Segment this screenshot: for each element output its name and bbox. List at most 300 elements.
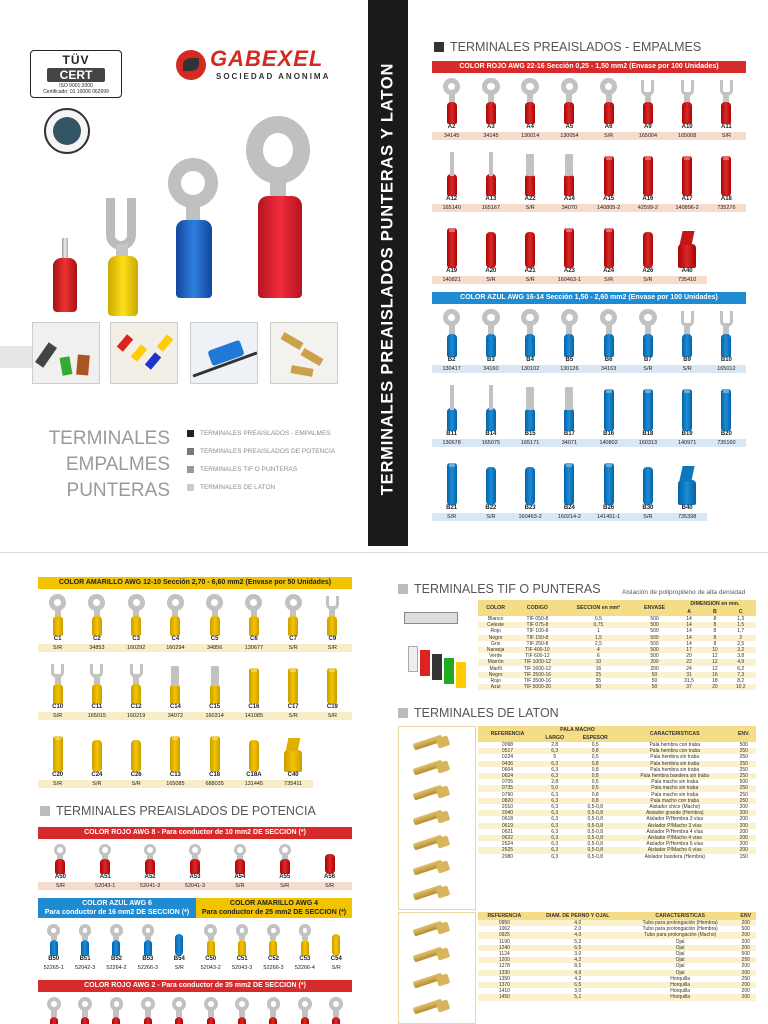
terminal-icon (199, 922, 223, 956)
table-cell: 0,5-0,8 (587, 841, 604, 848)
product-cell (628, 74, 667, 146)
terminal-icon (515, 381, 545, 431)
potencia-yellow-line2: Para conductor de 25 mm2 DE SECCION (*) (201, 909, 347, 916)
product-cell (511, 74, 550, 146)
product-reference: 165085 (166, 781, 185, 787)
table-cell: 5 (553, 754, 557, 761)
laton-table-2 (478, 912, 756, 1001)
table-cell: 20 (704, 684, 725, 690)
product-cell (132, 920, 163, 978)
laton-images-1 (398, 726, 476, 910)
product-cell (69, 920, 100, 978)
table-cell: 500 (741, 926, 750, 933)
product-code: A53 (189, 874, 201, 880)
table-cell: Ojal (625, 957, 736, 963)
terminal-icon (476, 148, 506, 196)
legend-item (187, 430, 331, 437)
table-header: CODIGO (513, 600, 561, 616)
table-cell: 250 (739, 791, 748, 798)
table-cell: 8 (704, 635, 725, 641)
product-code: C50 (205, 956, 217, 962)
product-code: B5 (565, 357, 574, 363)
terminal-icon (293, 922, 317, 956)
table-cell: Aislador P/Macho 3 vías (618, 823, 732, 829)
potencia-blue-line1: COLOR AZUL AWG 6 (82, 900, 152, 907)
table-cell: 12 (704, 659, 725, 665)
product-reference: 160463-1 (557, 277, 581, 283)
product-reference: 52042-3 (74, 965, 96, 971)
laton-title: TERMINALES DE LATON (414, 706, 559, 720)
product-reference: 165075 (481, 440, 501, 446)
table-cell: 8 (713, 616, 717, 622)
table-cell: Pala hembra sin traba (650, 754, 700, 761)
table-cell: Pala hembra bandera sin traba (618, 773, 732, 779)
table-header: REFERENCIA (478, 726, 537, 742)
table-header: REFERENCIA (478, 912, 531, 920)
product-cell (471, 218, 510, 290)
table-cell: 3,0 (574, 951, 582, 958)
table-cell: 6,5 (531, 945, 625, 951)
product-code: C18A (246, 772, 262, 778)
table-cell: 1200 (478, 957, 531, 963)
brass-terminal-icon (413, 733, 453, 750)
product-reference: 735276 (717, 205, 736, 211)
table-cell: 200 (739, 828, 748, 835)
terminal-icon (554, 76, 584, 124)
table-cell: Aislador grande (Hembra) (618, 810, 732, 816)
table-cell: Marrón (478, 659, 513, 665)
product-reference: 165015 (87, 713, 107, 719)
table-cell: 0820 (478, 798, 537, 804)
terminal-icon (672, 148, 702, 196)
table-cell: Verde (489, 653, 503, 660)
table-cell: 250 (732, 748, 756, 754)
terminal-icon (633, 381, 663, 431)
tuv-seal-icon (44, 108, 90, 154)
product-reference: S/R (55, 883, 65, 889)
table-cell: 2625 (478, 847, 537, 853)
product-cell (432, 379, 471, 453)
product-cell (628, 379, 667, 453)
table-cell: 200 (741, 988, 750, 995)
table-cell: 4,0 (531, 920, 625, 926)
product-reference: 160219 (126, 713, 146, 719)
table-cell: Rojo (490, 628, 501, 635)
table-cell: 5,2 (574, 938, 582, 945)
table-header: ENV. (732, 726, 756, 742)
product-cell (432, 146, 471, 218)
product-code: C19 (326, 704, 338, 710)
product-cell (195, 993, 226, 1024)
product-reference: S/R (53, 713, 63, 719)
table-cell: 6,5 (531, 982, 625, 988)
table-cell: 24 (686, 665, 692, 672)
product-cell (313, 590, 352, 658)
terminal-icon (73, 922, 97, 956)
product-cell (38, 920, 69, 978)
brass-terminal-icon (413, 945, 453, 963)
product-cell (69, 993, 100, 1024)
table-cell: 500 (635, 622, 674, 628)
table-cell: 6,3 (551, 791, 559, 798)
table-cell: Horquilla (625, 982, 736, 988)
table-cell: Ojal (625, 945, 736, 951)
product-reference: S/R (331, 965, 341, 971)
table-cell: 0624 (478, 773, 537, 779)
table-cell: Aislador P/Macho 6 vías (618, 847, 732, 853)
table-cell: 250 (732, 798, 756, 804)
terminal-icon (82, 728, 112, 772)
table-cell: 3,8 (737, 653, 745, 660)
table-cell: 1,7 (737, 628, 745, 635)
table-cell: Ojal (625, 970, 736, 976)
product-reference: S/R (53, 645, 63, 651)
table-cell: 0098 (501, 742, 514, 748)
brass-terminal-icon (413, 833, 453, 850)
product-cell (550, 379, 589, 453)
tuv-cert-number: Certificado: 01 10006 062699 (43, 89, 109, 95)
terminal-icon (476, 307, 506, 357)
table-cell: 0950 (478, 920, 531, 926)
product-cell (117, 658, 156, 726)
terminal-icon (476, 220, 506, 268)
product-cell (471, 453, 510, 527)
product-reference: S/R (280, 883, 290, 889)
terminal-icon (278, 592, 308, 636)
product-reference: 34145 (443, 133, 460, 139)
table-cell: 14 (674, 622, 704, 628)
table-cell: 2,8 (551, 742, 559, 748)
product-code: A17 (681, 196, 693, 202)
product-code: C1 (53, 636, 62, 642)
table-cell: 31 (674, 672, 704, 678)
table-cell: 4,9 (725, 659, 756, 665)
brass-terminal-icon (413, 997, 453, 1015)
product-cell (156, 658, 195, 726)
table-cell: 0,8 (573, 798, 618, 804)
product-reference: 160214-2 (557, 514, 581, 520)
product-cell (668, 146, 707, 218)
product-code: A19 (446, 268, 458, 274)
product-cell (511, 453, 550, 527)
product-code: A3 (487, 124, 495, 130)
table-cell: 2,8 (551, 779, 559, 786)
product-cell (471, 379, 510, 453)
empalmes-title: TERMINALES PREAISLADOS - EMPALMES (450, 40, 702, 54)
terminal-icon (711, 76, 741, 124)
table-cell: 2,5 (737, 640, 745, 647)
terminal-icon (200, 660, 230, 704)
product-code: A23 (563, 268, 575, 274)
table-cell: TIF 150-8 (513, 635, 561, 641)
product-cell (195, 590, 234, 658)
terminal-icon (43, 728, 73, 772)
table-cell: 6,3 (537, 847, 573, 853)
potencia-yellow-bar (196, 898, 352, 918)
terminal-icon (239, 660, 269, 704)
potencia-red-bar: COLOR ROJO AWG 8 - Para conductor de 10 mm2 DE SECCION (*) (38, 827, 352, 839)
product-reference: 52043-1 (95, 883, 116, 889)
product-cell (589, 74, 628, 146)
product-reference: S/R (604, 277, 614, 283)
table-cell: Tubo para prolongación (Hembra) (625, 920, 736, 926)
table-cell: 18 (712, 678, 718, 685)
product-code: A9 (644, 124, 652, 130)
table-header: COLOR (478, 600, 513, 616)
left-title-1: TERMINALES (48, 428, 170, 449)
table-cell: 200 (735, 994, 756, 1000)
brass-terminal-icon (413, 783, 453, 800)
empalmes-blue-bar: COLOR AZUL AWG 16-14 Sección 1,50 - 2,60 mm2 (Envase por 100 Unidades) (432, 292, 746, 304)
product-cell (628, 453, 667, 527)
table-cell: 8,2 (737, 678, 745, 685)
product-reference: 42599-2 (637, 205, 658, 211)
product-code: A26 (642, 268, 654, 274)
product-cell (258, 920, 289, 978)
tuv-title: TÜV (62, 53, 90, 67)
table-cell: 0,5-0,8 (587, 804, 604, 811)
table-cell: Tubo para prolongación (Hembra) (642, 926, 718, 933)
table-cell: Pala macho sin traba (651, 779, 699, 786)
product-cell (511, 218, 550, 290)
table-cell: 0,8 (573, 773, 618, 779)
terminal-icon (711, 381, 741, 431)
terminal-icon (515, 455, 545, 505)
product-reference: S/R (486, 514, 496, 520)
product-reference: S/R (131, 781, 141, 787)
potencia-header (40, 804, 316, 818)
product-code: B6 (604, 357, 613, 363)
terminal-icon (437, 455, 467, 505)
product-reference: 52041-3 (140, 883, 161, 889)
product-reference: 52264-2 (106, 965, 127, 971)
table-row (478, 854, 756, 860)
tuv-iso: ISO 9001:2000 (59, 83, 93, 89)
table-cell: 1350 (498, 975, 510, 982)
product-code: B22 (485, 505, 497, 511)
empalmes-header (434, 40, 701, 54)
terminal-icon (594, 220, 624, 268)
terminal-icon (42, 995, 66, 1024)
table-cell: 50 (635, 672, 674, 678)
product-cell (195, 726, 234, 794)
product-cell (274, 726, 313, 794)
product-cell (471, 305, 510, 379)
table-cell: Aislador P/Macho 4 vías (618, 835, 732, 841)
legend-label: TERMINALES TIF O PUNTERAS (200, 466, 298, 473)
table-cell: Marfil (489, 665, 502, 672)
product-reference: 52266-3 (263, 965, 284, 971)
product-reference: S/R (174, 965, 184, 971)
product-code: A18 (720, 196, 732, 202)
terminal-icon (121, 728, 151, 772)
product-reference: 34070 (561, 205, 578, 211)
product-code: C3 (132, 636, 140, 642)
product-cell (274, 590, 313, 658)
section-marker-icon (398, 708, 408, 718)
table-cell: 8 (704, 622, 725, 628)
terminal-icon (261, 922, 285, 956)
product-code: B18 (642, 431, 654, 437)
table-cell: 35 (595, 678, 602, 685)
product-cell (707, 305, 746, 379)
table-cell: 6,3 (551, 841, 559, 848)
product-cell (77, 658, 116, 726)
table-cell: 7,3 (725, 672, 756, 678)
table-cell: 0790 (501, 791, 514, 798)
product-reference: 130126 (560, 366, 579, 372)
terminal-icon (711, 307, 741, 357)
product-code: B50 (48, 956, 60, 962)
table-cell: Ojal (675, 963, 685, 970)
product-reference: 160314 (205, 713, 224, 719)
product-code: B10 (720, 357, 732, 363)
table-cell: 2080 (501, 853, 514, 860)
table-cell: Pala hembra con traba (649, 742, 701, 748)
table-cell: 6,3 (537, 748, 573, 754)
product-cell (432, 74, 471, 146)
table-cell: Tubo para prolongación (Macho) (625, 932, 736, 938)
product-reference: 140821 (442, 277, 461, 283)
table-row (478, 994, 756, 1000)
product-reference: 131445 (244, 781, 264, 787)
table-cell: Aislador P/Hembra 6 vías (646, 841, 704, 848)
product-code: B21 (446, 505, 458, 511)
table-cell: 0,5 (591, 779, 599, 786)
product-code: B11 (446, 431, 457, 437)
table-cell: 250 (741, 975, 750, 982)
table-cell: 200 (650, 665, 659, 672)
product-reference: 160292 (126, 645, 146, 651)
product-code: C6 (250, 636, 258, 642)
table-cell: 4,2 (531, 957, 625, 963)
table-cell: 200 (732, 823, 756, 829)
table-cell: 3,0 (574, 988, 582, 995)
photo-connector (190, 322, 258, 384)
terminal-icon (515, 148, 545, 196)
product-cell (313, 658, 352, 726)
product-code: B17 (563, 431, 575, 437)
table-cell: 200 (635, 659, 674, 665)
product-cell (77, 726, 116, 794)
product-reference: 160294 (166, 645, 185, 651)
table-cell: 2624 (501, 841, 514, 848)
table-cell: Blanco (487, 616, 504, 622)
product-code: C17 (287, 704, 299, 710)
product-cell (258, 993, 289, 1024)
product-cell (156, 590, 195, 658)
terminal-icon (200, 592, 230, 636)
amarillo-bar: COLOR AMARILLO AWG 12-10 Sección 2,70 - 6,60 mm2 (Envase por 50 Unidades) (38, 577, 352, 589)
product-cell (668, 74, 707, 146)
legend-swatch-icon (187, 484, 194, 491)
legend-label: TERMINALES DE LATON (200, 484, 276, 491)
table-cell: 0,5-0,8 (573, 835, 618, 841)
table-cell: 1330 (478, 970, 531, 976)
table-cell: 0705 (501, 779, 514, 786)
product-reference: S/R (324, 883, 335, 889)
legend-item (187, 448, 335, 455)
table-cell: TIF 600-12 (525, 653, 550, 660)
table-cell: 150 (739, 853, 748, 860)
product-reference: 688035 (205, 781, 224, 787)
terminal-icon (594, 307, 624, 357)
table-cell: 500 (650, 628, 659, 635)
table-cell: TIF 100-8 (526, 628, 549, 635)
table-cell: Pala hembra sin traba (618, 761, 732, 767)
table-cell: 14 (686, 628, 692, 635)
terminal-icon (160, 660, 190, 704)
table-cell: 1240 (478, 945, 531, 951)
product-reference: 52043-2 (200, 965, 221, 971)
terminal-icon (515, 307, 545, 357)
product-cell (234, 658, 273, 726)
product-cell (550, 453, 589, 527)
terminal-icon (46, 842, 74, 874)
brass-terminal-icon (413, 808, 453, 825)
product-cell (128, 840, 173, 896)
tif-thumbnails (398, 602, 474, 708)
product-code: B19 (681, 431, 693, 437)
table-cell: 0,8 (573, 761, 618, 767)
table-cell: 0224 (501, 754, 514, 761)
product-reference: 34072 (167, 713, 184, 719)
product-cell (101, 993, 132, 1024)
bottom-page (0, 560, 768, 1024)
product-code: C14 (169, 704, 181, 710)
table-cell: Pala hembra con traba (618, 748, 732, 754)
terminal-icon (324, 922, 348, 956)
table-cell: 1410 (498, 988, 510, 995)
company-subtitle: SOCIEDAD ANONIMA (216, 72, 331, 81)
table-cell: 200 (735, 945, 756, 951)
product-code: A5 (565, 124, 574, 130)
legend-swatch-icon (187, 430, 194, 437)
laton-images-2 (398, 912, 476, 1024)
table-cell: 10 (704, 647, 725, 653)
product-reference: 140802 (599, 440, 618, 446)
product-cell (432, 218, 471, 290)
product-reference: S/R (721, 133, 731, 139)
product-code: B16 (603, 431, 615, 437)
table-cell: 200 (735, 982, 756, 988)
table-cell: Rojo (490, 678, 501, 685)
product-reference: S/R (643, 277, 653, 283)
terminal-icon (82, 660, 112, 704)
brass-terminal-icon (413, 971, 453, 989)
product-code: A2 (447, 124, 456, 130)
product-cell (432, 305, 471, 379)
product-code: A51 (99, 874, 111, 880)
product-reference: 34163 (600, 366, 617, 372)
table-cell: Horquilla (670, 975, 690, 982)
table-cell: 200 (739, 804, 748, 811)
table-cell: 6,3 (537, 835, 573, 841)
terminal-icon (554, 148, 584, 196)
table-cell: 1278 (498, 963, 510, 970)
product-code: B30 (642, 505, 654, 511)
product-reference: S/R (288, 713, 298, 719)
table-subheader: A (674, 608, 704, 616)
legend-swatch-icon (187, 466, 194, 473)
product-cell (321, 920, 352, 978)
table-cell: 0,5 (594, 616, 602, 622)
product-code: C9 (328, 636, 337, 642)
product-code: A22 (524, 196, 536, 202)
table-cell: Aislador P/Hembra 4 vías (646, 828, 704, 835)
table-cell: TIF 1000-12 (513, 659, 561, 665)
table-cell: 0925 (478, 932, 531, 938)
